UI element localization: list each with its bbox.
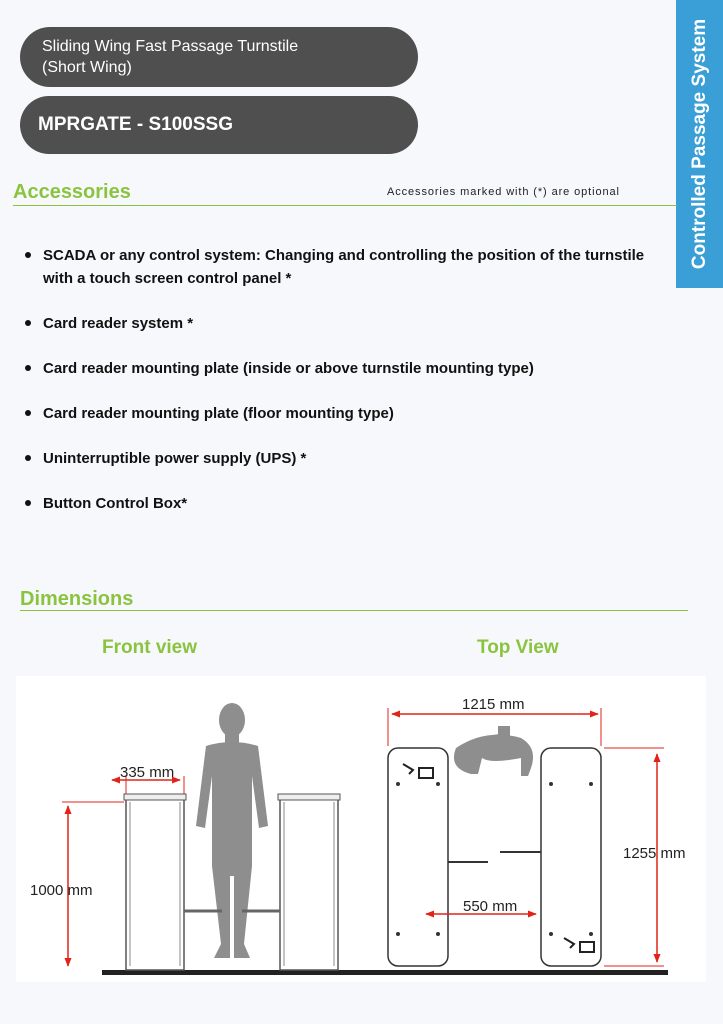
side-category-tab	[676, 0, 723, 288]
front-width-label: 335 mm	[120, 764, 175, 781]
accessory-item: Button Control Box*	[22, 492, 662, 515]
top-view-title: Top View	[477, 637, 559, 658]
product-title-pill	[20, 27, 418, 87]
person-silhouette	[196, 703, 268, 958]
accessory-item: SCADA or any control system: Changing and controlling the position of the turnstile with a touch screen control panel *	[22, 244, 662, 290]
front-view-title: Front view	[102, 637, 198, 658]
accessory-item: Card reader mounting plate (floor mounting type)	[22, 402, 662, 425]
accessory-item: Card reader mounting plate (inside or above turnstile mounting type)	[22, 357, 662, 380]
top-depth-label: 1255 mm	[623, 845, 686, 862]
accessories-heading: Accessories	[13, 181, 131, 203]
accessory-item: Uninterruptible power supply (UPS) *	[22, 447, 662, 470]
model-pill	[20, 96, 418, 154]
left-cabinet	[126, 796, 184, 970]
dimensions-heading: Dimensions	[20, 588, 134, 610]
top-width-label: 1215 mm	[462, 696, 525, 713]
front-view-drawing	[30, 703, 340, 970]
accessories-divider	[13, 205, 677, 206]
product-title-line2: (Short Wing)	[42, 59, 132, 76]
accessories-list	[22, 244, 662, 515]
dimension-drawing	[16, 676, 706, 982]
ground-line	[102, 970, 668, 975]
person-top-silhouette	[454, 726, 533, 776]
optional-note: Accessories marked with (*) are optional	[387, 186, 620, 198]
passage-width-label: 550 mm	[463, 898, 518, 915]
accessory-item: Card reader system *	[22, 312, 662, 335]
side-category-label: Controlled Passage System	[688, 18, 710, 270]
product-title-line1: Sliding Wing Fast Passage Turnstile	[42, 38, 299, 55]
right-cabinet	[280, 796, 338, 970]
front-height-label: 1000 mm	[30, 882, 93, 899]
dimension-drawing-svg	[16, 676, 706, 982]
top-view-drawing	[388, 696, 686, 966]
dimensions-divider	[20, 610, 688, 611]
model-code: MPRGATE - S100SSG	[38, 114, 233, 135]
